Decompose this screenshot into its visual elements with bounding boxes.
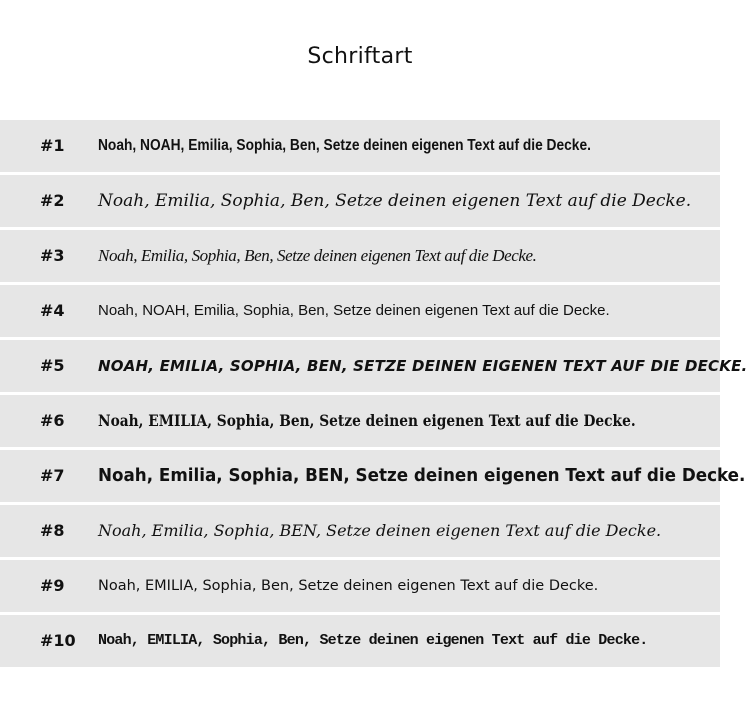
font-list: [0, 120, 747, 670]
font-sample: Noah, NOAH, Emilia, Sophia, Ben, Setze deinen eigenen Text auf die Decke.: [98, 302, 610, 319]
font-option-10[interactable]: [0, 615, 720, 667]
font-sample: NOAH, EMILIA, SOPHIA, BEN, SETZE DEINEN EIGENEN TEXT AUF DIE DECKE.: [98, 357, 747, 375]
font-number: #9: [40, 576, 65, 595]
font-number: #3: [40, 246, 65, 265]
font-sample: Noah, Emilia, Sophia, Ben, Setze deinen eigenen Text auf die Decke.: [98, 191, 692, 211]
font-number: #5: [40, 356, 65, 375]
font-number: #6: [40, 411, 65, 430]
font-number: #8: [40, 521, 65, 540]
font-option-9[interactable]: [0, 560, 720, 612]
font-option-7[interactable]: [0, 450, 746, 502]
font-sample: Noah, Emilia, Sophia, Ben, Setze deinen eigenen Text auf die Decke.: [98, 246, 537, 265]
font-option-5[interactable]: [0, 340, 747, 392]
font-sample: Noah, EMILIA, Sophia, Ben, Setze deinen eigenen Text auf die Decke.: [98, 632, 648, 649]
font-sample: Noah, EMILIA, Sophia, Ben, Setze deinen eigenen Text auf die Decke.: [98, 578, 599, 594]
font-option-6[interactable]: [0, 395, 720, 447]
font-sample: Noah, NOAH, Emilia, Sophia, Ben, Setze deinen eigenen Text auf die Decke.: [98, 137, 591, 154]
font-option-8[interactable]: [0, 505, 720, 557]
font-number: #4: [40, 301, 65, 320]
page-title: Schriftart: [307, 44, 413, 69]
font-option-2[interactable]: [0, 175, 720, 227]
font-option-3[interactable]: [0, 230, 720, 282]
font-option-1[interactable]: [0, 120, 720, 172]
font-number: #7: [40, 466, 65, 485]
font-sample: Noah, EMILIA, Sophia, Ben, Setze deinen eigenen Text auf die Decke.: [98, 411, 636, 430]
font-sample: Noah, Emilia, Sophia, BEN, Setze deinen eigenen Text auf die Decke.: [98, 521, 662, 540]
font-number: #10: [40, 631, 76, 650]
font-number: #2: [40, 191, 65, 210]
font-number: #1: [40, 136, 65, 155]
font-sample: Noah, Emilia, Sophia, BEN, Setze deinen eigenen Text auf die Decke.: [98, 465, 746, 486]
font-option-4[interactable]: [0, 285, 720, 337]
